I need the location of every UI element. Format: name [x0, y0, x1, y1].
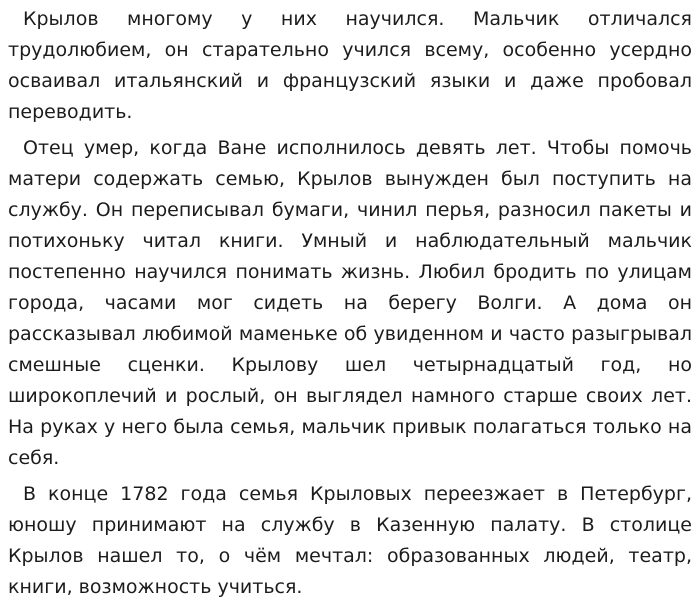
paragraph-1: Крылов многому у них научился. Мальчик отличался трудолюбием, он старательно учился всему, особенно усердно осваивал итальянский и французский языки и даже пробовал переводить. — [8, 8, 692, 123]
paragraph-3: В конце 1782 года семья Крыловых переезжает в Петербург, юношу принимают на службу в Казенную палату. В столице Крылов нашел то, о чём мечтал: образованных людей, театр, книги, возможность учиться. — [8, 483, 692, 598]
paragraph-2: Отец умер, когда Ване исполнилось девять лет. Чтобы помочь матери содержать семью, Крылов вынужден был поступить на службу. Он переписывал бумаги, чинил перья, разносил пакеты и потихоньку читал книги. Умный и наблюдательный мальчик постепенно научился понимать жизнь. Любил бродить по улицам города, часами мог сидеть на берегу Волги. А дома он рассказывал любимой маменьке об увиденном и часто разыгрывал смешные сценки. Крылову шел четырнадцатый год, но широкоплечий и рослый, он выглядел намного старше своих лет. На руках у него была семья, мальчик привык полагаться только на себя. — [8, 137, 692, 469]
